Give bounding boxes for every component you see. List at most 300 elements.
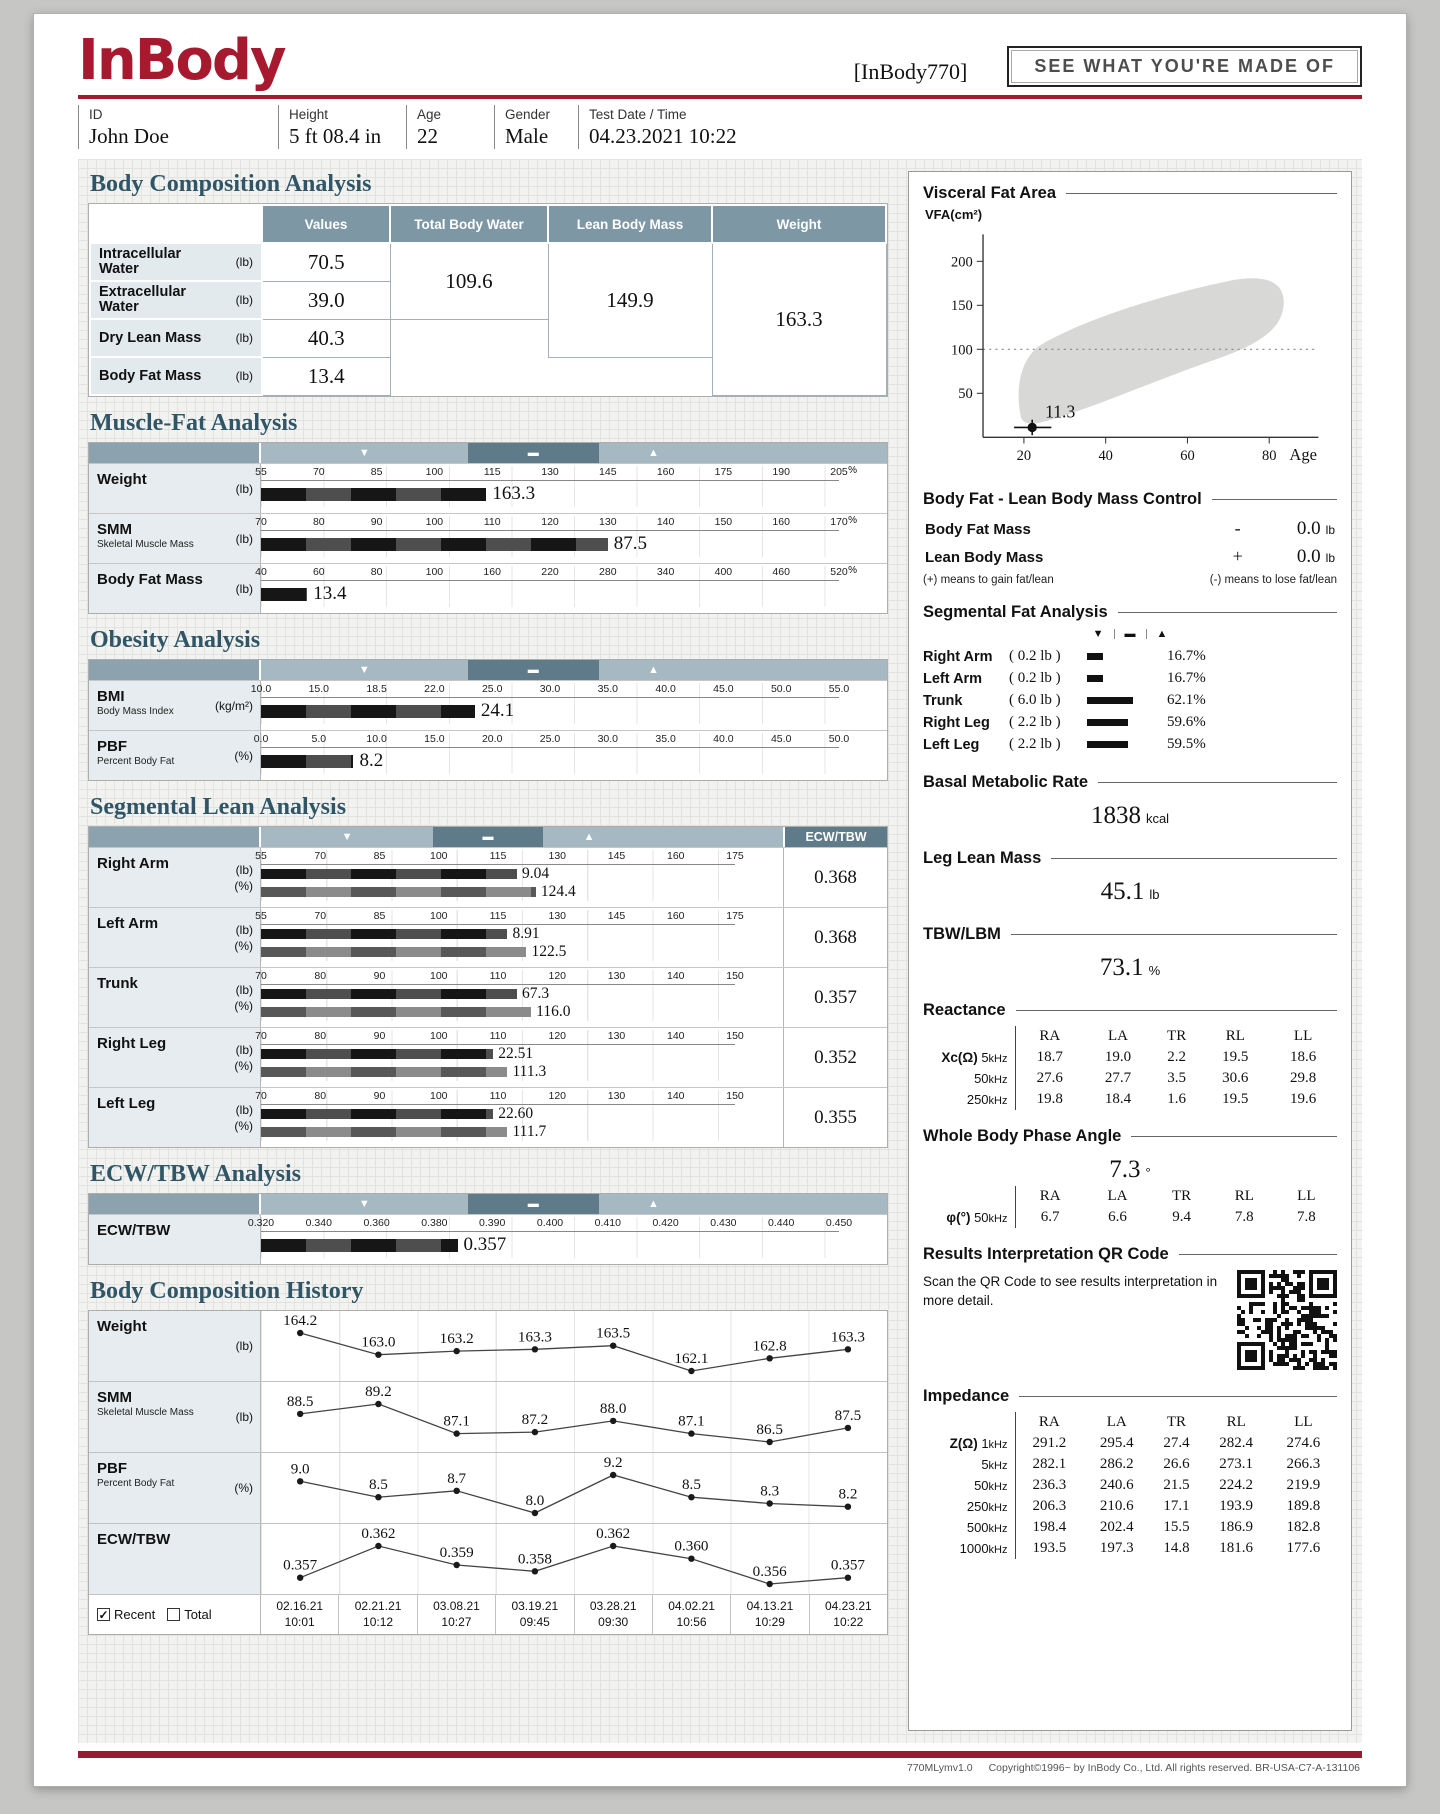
- vfa-y-tick: 100: [950, 342, 973, 359]
- scale-tick: 120: [541, 516, 559, 529]
- footer-copyright: Copyright©1996~ by InBody Co., Ltd. All rights reserved. BR-USA-C7-A-131106: [988, 1762, 1360, 1774]
- matrix-row-label: Xc(Ω) 5kHz: [923, 1047, 1015, 1068]
- history-point: [845, 1425, 851, 1431]
- scale-tick: 150: [726, 1030, 744, 1043]
- pct-bar: [261, 887, 536, 897]
- scale-tick: 55: [255, 466, 267, 479]
- sfa-lb-value: ( 2.2 lb ): [1009, 736, 1061, 753]
- sfa-row-right-leg: [923, 712, 1337, 734]
- scale-tick: 80: [314, 1090, 327, 1103]
- control-note: [923, 574, 1337, 586]
- matrix-row-label: Z(Ω) 1kHz: [923, 1433, 1015, 1454]
- row-label: [89, 1453, 261, 1523]
- sfa-legend: [923, 628, 1337, 640]
- patient-field-height: [278, 105, 406, 149]
- row-name: Left Arm: [97, 915, 159, 933]
- history-row-weight: [89, 1311, 887, 1381]
- pct-bar: [261, 1007, 531, 1017]
- value-bar: [261, 755, 353, 768]
- history-value: 8.0: [525, 1493, 545, 1510]
- history-point: [610, 1472, 616, 1478]
- sfa-row-trunk: [923, 690, 1337, 712]
- section-whole-body-phase-angle: [923, 1127, 1337, 1228]
- control-value: 0.0: [1296, 517, 1321, 539]
- scale: [255, 466, 848, 481]
- matrix-row-label: 500kHz: [923, 1517, 1015, 1538]
- matrix-value: 7.8: [1296, 1208, 1316, 1225]
- scale-tick: 160: [666, 910, 685, 923]
- history-point: [297, 1478, 303, 1484]
- sfa-row-left-arm: [923, 668, 1337, 690]
- ecw-panel: [88, 1193, 888, 1265]
- scale-tick: 110: [489, 1090, 507, 1103]
- matrix-value: 182.8: [1286, 1518, 1321, 1535]
- sfa-name: Left Leg: [923, 736, 980, 753]
- section-muscle-fat-analysis: [88, 410, 888, 614]
- scale-tick: 0.360: [363, 1217, 390, 1230]
- vfa-x-tick: 80: [1261, 448, 1277, 465]
- sla-panel: [88, 826, 888, 1148]
- matrix-col-header: RA: [1039, 1187, 1061, 1204]
- bar-chart: [250, 681, 887, 730]
- sla-row-left-leg: [89, 1087, 887, 1147]
- history-date: 04.13.21 10:29: [730, 1595, 808, 1634]
- scale-tick: 100: [425, 566, 444, 579]
- history-value: 8.7: [447, 1471, 467, 1487]
- row-subname: Percent Body Fat: [97, 1478, 175, 1490]
- row-unit: (lb): [235, 922, 253, 937]
- scale-tick: 150: [714, 516, 733, 529]
- sfa-bar: [1087, 653, 1103, 660]
- scale-tick: 90: [373, 970, 386, 983]
- scale-tick: 160: [483, 566, 501, 579]
- row-subname: Percent Body Fat: [97, 756, 175, 768]
- matrix-row: [923, 1496, 1337, 1517]
- scale: [255, 1030, 744, 1045]
- range-strip: [89, 827, 887, 847]
- row-label: [89, 1215, 261, 1264]
- matrix-value: 291.2: [1032, 1434, 1067, 1451]
- bca-row-label: [90, 319, 262, 357]
- scale: [255, 1090, 744, 1105]
- scale-tick: 140: [666, 970, 685, 983]
- history-value: 87.1: [678, 1413, 705, 1430]
- scale-tick: 85: [373, 910, 386, 923]
- section-segmental-fat-analysis: [923, 603, 1337, 756]
- bca-weight: 163.3: [712, 243, 886, 395]
- scale-tick: 220: [541, 566, 559, 579]
- vfa-data-point: [1028, 423, 1037, 432]
- lb-bar: [261, 989, 517, 999]
- over-marker-icon: ▲: [647, 1198, 659, 1211]
- scale-tick: 10.0: [366, 733, 387, 746]
- history-legend: [89, 1595, 261, 1634]
- scale-tick: 120: [548, 970, 567, 983]
- oba-row-pbf: [89, 730, 887, 780]
- row-unit: (%): [234, 878, 253, 893]
- pct-bar: [261, 947, 526, 957]
- section-basal-metabolic-rate: [923, 773, 1337, 832]
- matrix-value: 18.7: [1036, 1048, 1063, 1065]
- control-unit: lb: [1325, 550, 1335, 565]
- legend-total[interactable]: Total: [167, 1607, 211, 1622]
- scale-tick: 280: [599, 566, 617, 579]
- phase-unit: °: [1145, 1164, 1151, 1180]
- lb-value: 9.04: [521, 865, 550, 883]
- scale-tick: 110: [483, 516, 501, 529]
- scale-tick: 160: [772, 516, 790, 529]
- scale: [255, 850, 744, 865]
- matrix-row: [923, 1475, 1337, 1496]
- sla-ecw-value: 0.357: [783, 968, 887, 1027]
- section-body-composition-analysis: [88, 171, 888, 397]
- matrix-value: 240.6: [1099, 1476, 1134, 1493]
- row-unit: (lb): [235, 531, 253, 546]
- sfa-bar: [1087, 741, 1128, 748]
- history-point: [297, 1330, 303, 1336]
- oba-panel: [88, 659, 888, 781]
- history-bottom-row: [89, 1594, 887, 1634]
- history-date: 03.08.21 10:27: [417, 1595, 495, 1634]
- bca-lean-body-mass: 149.9: [548, 243, 712, 357]
- bca-row-icw: [90, 243, 886, 281]
- matrix-value: 282.4: [1219, 1434, 1254, 1451]
- matrix-value: 181.6: [1219, 1539, 1254, 1556]
- scale-tick: 70: [255, 1030, 267, 1043]
- scale: [247, 1217, 853, 1232]
- legend-recent[interactable]: ✓ Recent: [98, 1607, 156, 1623]
- bar-chart: [255, 908, 783, 967]
- history-point: [297, 1575, 303, 1581]
- pct-value: 111.3: [512, 1063, 547, 1081]
- scale-tick: 0.440: [768, 1217, 795, 1230]
- row-label: [89, 564, 261, 613]
- scale-tick: 0.450: [825, 1217, 853, 1230]
- bca-col-tbw: Total Body Water: [390, 205, 548, 243]
- scale-tick: 55: [255, 850, 267, 863]
- bar-value: 87.5: [613, 533, 648, 555]
- history-point: [845, 1575, 851, 1581]
- section-segmental-lean-analysis: [88, 794, 888, 1148]
- scale: [253, 733, 850, 748]
- history-point: [845, 1346, 851, 1352]
- lb-value: 22.51: [498, 1045, 534, 1063]
- matrix-header-row: [923, 1412, 1337, 1433]
- history-point: [375, 1543, 381, 1549]
- history-line-smm: [261, 1382, 887, 1452]
- section-bf-lbm-control: [923, 490, 1337, 586]
- pct-value: 124.4: [540, 883, 576, 901]
- section-obesity-analysis: [88, 627, 888, 781]
- scale-tick: 25.0: [539, 733, 561, 746]
- control-unit: lb: [1325, 522, 1335, 537]
- history-value: 163.0: [361, 1334, 396, 1351]
- lb-value: 67.3: [521, 985, 550, 1003]
- scale-tick: 520: [830, 566, 848, 579]
- checkbox-icon[interactable]: [167, 1608, 180, 1621]
- patient-field-id: [78, 105, 278, 149]
- qr-code: [1237, 1270, 1337, 1370]
- scale-tick: 90: [373, 1090, 386, 1103]
- history-line-chart: [261, 1382, 887, 1452]
- patient-value: 04.23.2021 10:22: [589, 124, 737, 149]
- matrix-value: 273.1: [1219, 1455, 1254, 1472]
- scale-tick: 100: [429, 970, 448, 983]
- phase-value: 7.3: [1109, 1155, 1141, 1183]
- matrix-col-header: RL: [1234, 1187, 1254, 1204]
- bca-row-label: [90, 357, 262, 395]
- matrix-row: [923, 1517, 1337, 1538]
- leg-lean-value: 45.1: [1100, 877, 1145, 905]
- history-point: [532, 1568, 538, 1574]
- row-name: BMI: [97, 688, 125, 706]
- under-marker-icon: ▼: [1092, 627, 1104, 640]
- mfa-row-smm: [89, 513, 887, 563]
- history-point: [845, 1504, 851, 1510]
- section-ecw-tbw-analysis: [88, 1161, 888, 1265]
- over-marker-icon: ▲: [647, 664, 659, 677]
- sfa-name: Left Arm: [923, 670, 983, 687]
- history-point: [610, 1343, 616, 1349]
- scale-tick: 130: [541, 466, 559, 479]
- normal-marker-icon: ▬: [527, 664, 539, 677]
- right-panel: [908, 171, 1352, 1731]
- report-footer: [78, 1751, 1362, 1774]
- row-unit: (lb): [235, 862, 253, 877]
- ecw-row: [89, 1214, 887, 1264]
- tagline-text: SEE WHAT YOU'RE MADE OF: [1011, 50, 1358, 83]
- tbw-lbm-title: TBW/LBM: [923, 925, 1337, 944]
- sfa-pct-value: 16.7%: [1167, 648, 1206, 665]
- scale-tick: 85: [370, 466, 383, 479]
- scale-tick: 400: [714, 566, 733, 579]
- scale-tick: 175: [726, 910, 744, 923]
- range-strip: [89, 443, 887, 463]
- control-name: Lean Body Mass: [925, 548, 1044, 566]
- matrix-row-label: 1000kHz: [923, 1538, 1015, 1559]
- matrix-value: 17.1: [1163, 1497, 1190, 1514]
- matrix-col-header: RL: [1225, 1027, 1245, 1044]
- bar-value: 8.2: [359, 750, 384, 772]
- normal-marker-icon: ▬: [482, 831, 494, 844]
- scale-tick: 50.0: [828, 733, 850, 746]
- scale-tick: 70: [255, 1090, 267, 1103]
- scale-tick: 115: [489, 850, 507, 863]
- scale-tick: 60: [312, 566, 325, 579]
- section-title: Body Composition History: [90, 1278, 364, 1305]
- bar-chart: [247, 1215, 887, 1264]
- scale-tick: 100: [425, 516, 444, 529]
- scale-tick: 20.0: [481, 733, 503, 746]
- bar-chart: [255, 1028, 783, 1087]
- history-line-chart: [261, 1524, 887, 1594]
- matrix-col-header: RL: [1226, 1413, 1246, 1430]
- phase-title: Whole Body Phase Angle: [923, 1127, 1337, 1146]
- matrix-value: 18.4: [1104, 1090, 1132, 1107]
- row-unit: (kg/m²): [215, 698, 253, 713]
- sfa-pct-value: 59.6%: [1167, 714, 1206, 731]
- matrix-value: 19.6: [1289, 1090, 1317, 1107]
- row-name: Trunk: [97, 975, 138, 993]
- vfa-y-tick: 150: [950, 298, 973, 315]
- row-name: Right Arm: [97, 855, 169, 873]
- history-point: [766, 1500, 772, 1506]
- history-point: [375, 1494, 381, 1500]
- scale-tick: 130: [548, 850, 567, 863]
- header-top-row: [78, 28, 1362, 93]
- impedance-title: Impedance: [923, 1387, 1337, 1406]
- vfa-chart: [923, 222, 1337, 472]
- row-name: Weight: [97, 1318, 147, 1336]
- history-value: 164.2: [283, 1313, 318, 1330]
- section-impedance: [923, 1387, 1337, 1559]
- row-name: PBF: [97, 738, 127, 756]
- sfa-bar: [1087, 719, 1128, 726]
- control-row-lean-body-mass: [923, 543, 1337, 571]
- history-point: [610, 1418, 616, 1424]
- header-rule: [78, 95, 1362, 99]
- matrix-col-header: TR: [1166, 1413, 1187, 1430]
- matrix-col-header: TR: [1167, 1027, 1187, 1044]
- row-name: ECW/TBW: [97, 1531, 171, 1549]
- sfa-bar: [1087, 697, 1133, 704]
- scale-tick: 100: [429, 850, 448, 863]
- scale: [255, 516, 848, 531]
- vfa-value: 11.3: [1045, 401, 1076, 422]
- matrix-row: [923, 1089, 1337, 1110]
- matrix-col-header: LA: [1107, 1027, 1128, 1044]
- matrix-value: 19.5: [1222, 1090, 1249, 1107]
- row-subname: Skeletal Muscle Mass: [97, 539, 194, 551]
- history-dates: [261, 1595, 887, 1634]
- under-marker-icon: ▼: [358, 447, 370, 460]
- bar-chart: [255, 848, 783, 907]
- sla-ecw-value: 0.352: [783, 1028, 887, 1087]
- matrix-value: 1.6: [1167, 1090, 1186, 1107]
- under-marker-icon: ▼: [358, 1198, 370, 1211]
- scale-tick: 30.0: [597, 733, 619, 746]
- bca-row-name: Dry Lean Mass: [99, 329, 202, 346]
- scale-tick: 115: [489, 910, 507, 923]
- sfa-name: Right Leg: [923, 714, 990, 731]
- lb-bar: [261, 869, 517, 879]
- bca-row-name: Body Fat Mass: [99, 367, 202, 384]
- history-point: [453, 1431, 459, 1437]
- row-name: SMM: [97, 1389, 132, 1407]
- bar-chart: [255, 564, 887, 613]
- scale-tick: 160: [666, 850, 685, 863]
- scale-tick: 0.380: [421, 1217, 448, 1230]
- matrix-value: 197.3: [1099, 1539, 1134, 1556]
- history-line-weight: [261, 1311, 887, 1381]
- section-title: Muscle-Fat Analysis: [90, 410, 298, 437]
- bca-value-dlm: 40.3: [262, 319, 390, 357]
- bmr-value: 1838: [1090, 801, 1141, 829]
- inbody-logo: InBody: [78, 28, 285, 93]
- patient-info-bar: [78, 101, 1362, 155]
- section-title: Segmental Lean Analysis: [90, 794, 347, 821]
- history-point: [688, 1556, 694, 1562]
- row-unit: (%): [234, 938, 253, 953]
- scale-tick: 90: [373, 1030, 386, 1043]
- impedance-table: [923, 1412, 1337, 1559]
- history-value: 163.3: [830, 1329, 865, 1346]
- matrix-value: 7.8: [1234, 1208, 1254, 1225]
- matrix-col-header: TR: [1172, 1187, 1192, 1204]
- bca-row-label: [90, 243, 262, 281]
- control-sign: -: [1234, 517, 1241, 538]
- row-label: [89, 968, 261, 1027]
- matrix-col-header: RA: [1038, 1413, 1060, 1430]
- bca-row-unit: (lb): [235, 293, 253, 308]
- pct-value: 111.7: [512, 1123, 547, 1141]
- scale-tick: 130: [599, 516, 617, 529]
- value-bar: [261, 538, 608, 551]
- history-value: 163.2: [439, 1331, 474, 1348]
- percent-sign: %: [848, 565, 857, 577]
- history-value: 8.3: [760, 1483, 780, 1500]
- matrix-row-label: 50kHz: [923, 1475, 1015, 1496]
- matrix-col-header: RA: [1039, 1027, 1061, 1044]
- matrix-row-label: 250kHz: [923, 1089, 1015, 1110]
- scale-tick: 145: [599, 466, 617, 479]
- history-value: 0.356: [752, 1564, 787, 1581]
- row-name: ECW/TBW: [97, 1222, 171, 1240]
- sfa-lb-value: ( 0.2 lb ): [1009, 670, 1061, 687]
- checkbox-icon[interactable]: ✓: [98, 1607, 109, 1622]
- scale: [255, 970, 744, 985]
- patient-field-testdate: [578, 105, 1362, 149]
- matrix-value: 236.3: [1032, 1476, 1067, 1493]
- history-date: 02.21.21 10:12: [338, 1595, 416, 1634]
- row-label: [89, 1311, 261, 1381]
- scale-tick: 25.0: [481, 683, 503, 696]
- history-date: 03.28.21 09:30: [574, 1595, 652, 1634]
- matrix-value: 26.6: [1163, 1455, 1190, 1472]
- matrix-value: 210.6: [1099, 1497, 1134, 1514]
- scale-tick: 0.390: [479, 1217, 506, 1230]
- scale-tick: 70: [255, 970, 267, 983]
- row-subname: Skeletal Muscle Mass: [97, 1407, 194, 1419]
- patient-label: Gender: [505, 107, 551, 123]
- matrix-value: 274.6: [1286, 1434, 1321, 1451]
- section-title: ECW/TBW Analysis: [90, 1161, 301, 1188]
- scale-tick: 0.410: [594, 1217, 621, 1230]
- scale-tick: 340: [656, 566, 675, 579]
- left-column: [88, 171, 888, 1731]
- scale-tick: 70: [312, 466, 325, 479]
- scale-tick: 0.340: [305, 1217, 332, 1230]
- vfa-x-tick: 20: [1016, 448, 1032, 465]
- section-reactance: [923, 1001, 1337, 1110]
- value-bar: [261, 588, 307, 601]
- history-point: [532, 1346, 538, 1352]
- mfa-panel: [88, 442, 888, 614]
- scale-tick: 460: [772, 566, 790, 579]
- over-marker-icon: ▲: [647, 447, 659, 460]
- row-unit: (lb): [235, 1042, 253, 1057]
- scale-tick: 100: [429, 1030, 448, 1043]
- row-name: Right Leg: [97, 1035, 167, 1053]
- history-row-ecw-tbw: [89, 1523, 887, 1594]
- sla-ecw-value: 0.368: [783, 848, 887, 907]
- history-row-pbf: [89, 1452, 887, 1523]
- bca-col-weight: Weight: [712, 205, 886, 243]
- row-name: PBF: [97, 1460, 127, 1478]
- scale-tick: 70: [314, 850, 327, 863]
- patient-label: Age: [417, 107, 442, 123]
- under-marker-icon: ▼: [341, 831, 353, 844]
